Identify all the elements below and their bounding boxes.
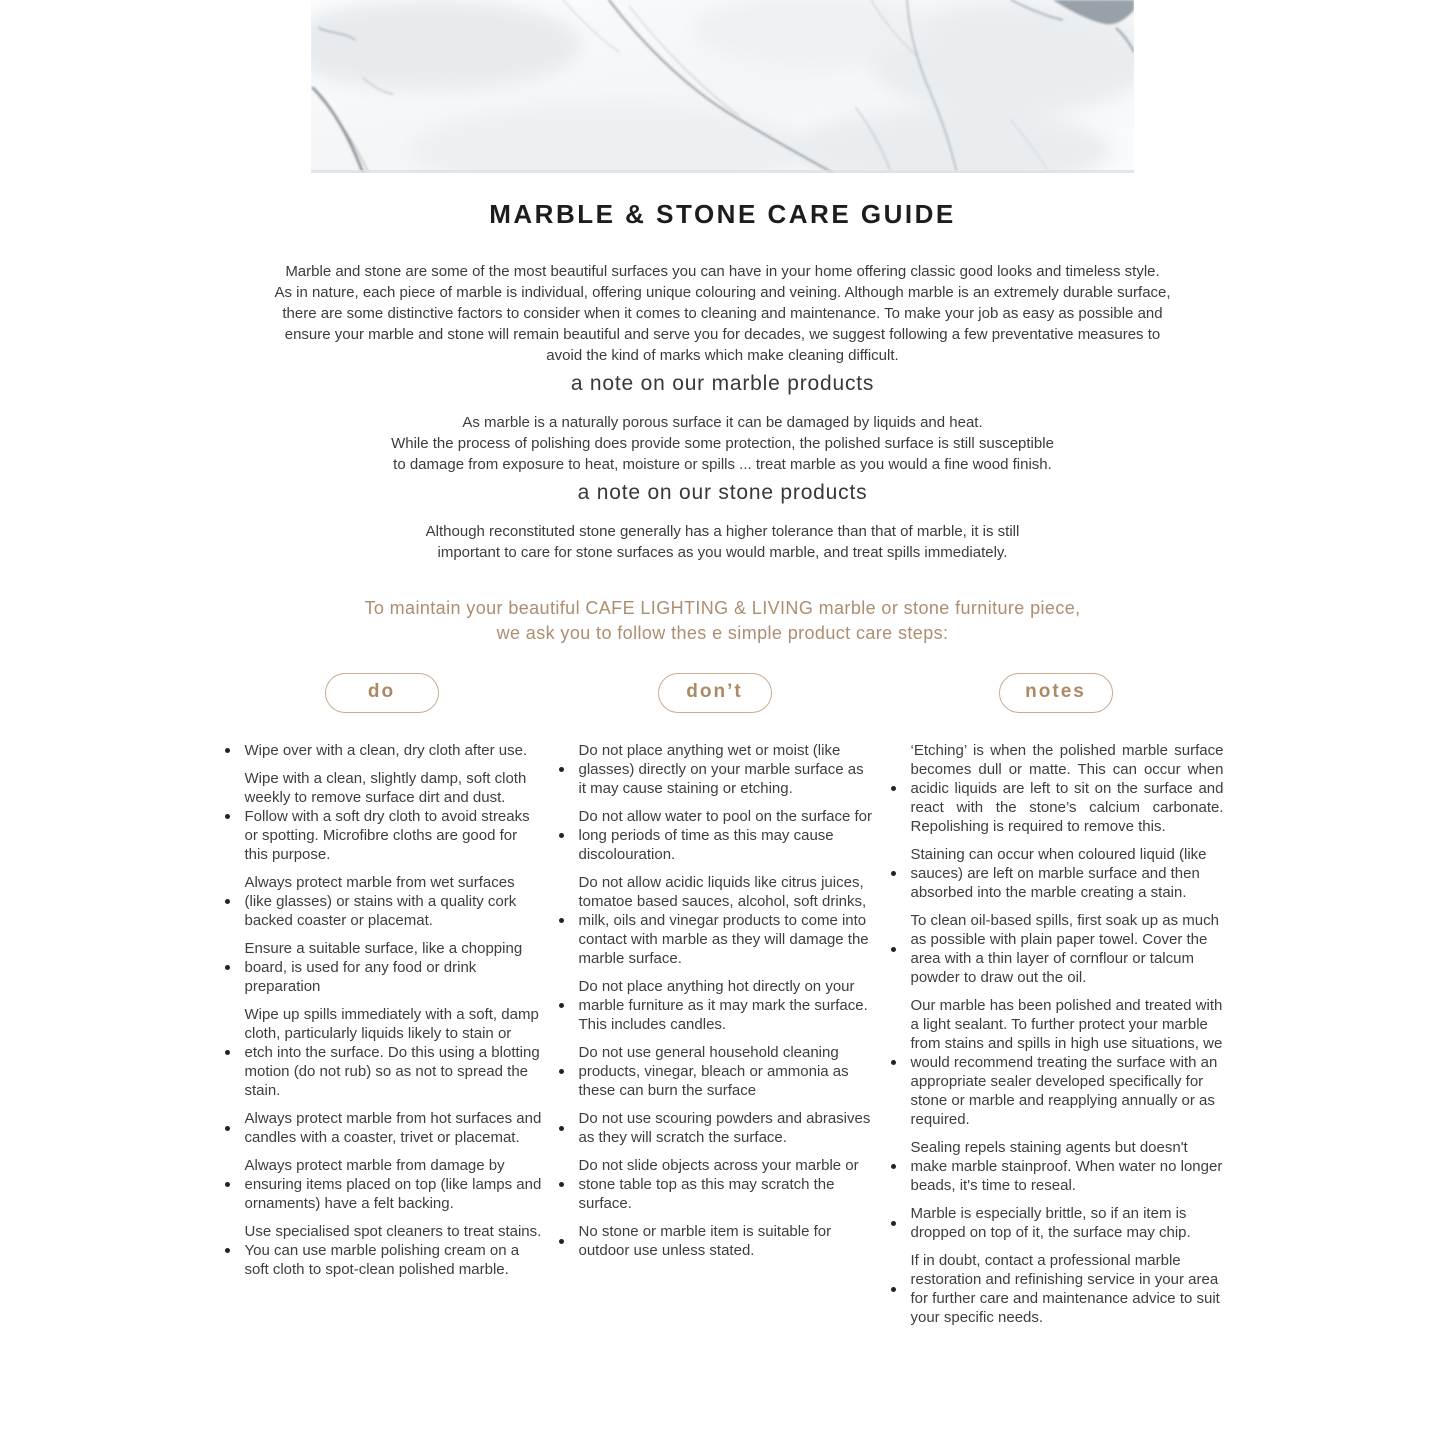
notes-pill: notes [999, 673, 1113, 713]
care-list-item [556, 1156, 874, 1213]
care-item-text: Always protect marble from hot surfaces and candles with a coaster, trivet or placemat. [244, 1110, 542, 1146]
care-item-text: To clean oil-based spills, first soak up as much as possible with plain paper towel. Cover the area with a thin layer of cornflour or talcum powder to draw out the oil. [910, 912, 1219, 986]
care-list-item [888, 741, 1224, 836]
bullet-icon [559, 1182, 564, 1187]
care-item-text: Always protect marble from wet surfaces (like glasses) or stains with a quality cork backed coaster or placemat. [244, 874, 517, 929]
care-list-item [222, 741, 542, 760]
care-item-text: Our marble has been polished and treated with a light sealant. To further protect your marble from stains and spills in high use situations, we would recommend treating the surface with an appropriate sealer developed specifically for stone or marble and reapplying annually or as required. [910, 997, 1223, 1128]
bullet-icon [891, 1164, 896, 1169]
bullet-icon [225, 814, 230, 819]
care-list-item [222, 1109, 542, 1147]
care-item-text: Do not allow acidic liquids like citrus juices, tomatoe based sauces, alcohol, soft drinks, milk, oils and vinegar products to come into contact with marble as they will damage the marble surface. [578, 874, 869, 967]
care-item-text: Do not place anything wet or moist (like glasses) directly on your marble surface as it may cause staining or etching. [578, 742, 864, 797]
notes-column [888, 673, 1224, 1336]
bullet-icon [559, 1069, 564, 1074]
marble-note-paragraph: As marble is a naturally porous surface it can be damaged by liquids and heat. While the process of polishing does provide some protection, the polished surface is still susceptible to damage from exposure to heat, moisture or spills ... treat marble as you would a fine wood finish. [391, 414, 1054, 473]
care-list-item [556, 1043, 874, 1100]
intro-paragraph: Marble and stone are some of the most beautiful surfaces you can have in your home offering classic good looks and timeless style. As in nature, each piece of marble is individual, offering unique colouring and veining. Although marble is an extremely durable surface, there are some distinctive factors to consider when it comes to cleaning and maintenance. To make your job as easy as possible and ensure your marble and stone will remain beautiful and serve you for decades, we suggest following a few preventative measures to avoid the kind of marks which make cleaning difficult. [274, 263, 1171, 364]
care-item-text: Use specialised spot cleaners to treat stains. You can use marble polishing cream on a soft cloth to spot-clean polished marble. [244, 1223, 542, 1278]
care-list-item [556, 1222, 874, 1260]
care-list-item [888, 1204, 1224, 1242]
bullet-icon [559, 1126, 564, 1131]
dont-column [556, 673, 874, 1336]
care-steps-callout: To maintain your beautiful CAFE LIGHTING & LIVING marble or stone furniture piece, we ask you to follow thes e simple product care steps: [364, 598, 1081, 643]
care-item-text: Wipe up spills immediately with a soft, damp cloth, particularly liquids likely to stain or etch into the surface. Do this using a blotting motion (do not rub) so as not to spread the stain. [244, 1006, 540, 1099]
bullet-icon [225, 1248, 230, 1253]
bullet-icon [891, 1221, 896, 1226]
care-item-text: Staining can occur when coloured liquid (like sauces) are left on marble surface and then absorbed into the marble creating a stain. [910, 846, 1207, 901]
care-list-item [888, 996, 1224, 1129]
bullet-icon [225, 965, 230, 970]
care-item-text: Do not use scouring powders and abrasives as they will scratch the surface. [578, 1110, 871, 1146]
stone-note-paragraph: Although reconstituted stone generally has a higher tolerance than that of marble, it is still important to care for stone surfaces as you would marble, and treat spills immediately. [425, 523, 1020, 561]
care-list-item [222, 939, 542, 996]
bullet-icon [559, 767, 564, 772]
care-item-text: Do not slide objects across your marble or stone table top as this may scratch the surface. [578, 1157, 859, 1212]
care-list-item [556, 873, 874, 968]
care-list-item [556, 977, 874, 1034]
notes-list [888, 741, 1224, 1327]
care-item-text: Sealing repels staining agents but doesn't make marble stainproof. When water no longer beads, it's time to reseal. [910, 1139, 1223, 1194]
care-list-item [888, 1138, 1224, 1195]
bullet-icon [559, 918, 564, 923]
care-item-text: Marble is especially brittle, so if an item is dropped on top of it, the surface may chip. [910, 1205, 1191, 1241]
bullet-icon [891, 786, 896, 791]
do-pill: do [325, 673, 439, 713]
do-column [222, 673, 542, 1336]
marble-texture-image [311, 0, 1134, 173]
bullet-icon [225, 899, 230, 904]
care-item-text: If in doubt, contact a professional marble restoration and refinishing service in your area for further care and maintenance advice to suit your specific needs. [910, 1252, 1220, 1326]
bullet-icon [891, 947, 896, 952]
care-item-text: Wipe over with a clean, dry cloth after use. [244, 742, 528, 759]
care-list-item [888, 911, 1224, 987]
care-list-item [888, 1251, 1224, 1327]
care-list-item [556, 1109, 874, 1147]
bullet-icon [225, 1050, 230, 1055]
care-item-text: Do not use general household cleaning products, vinegar, bleach or ammonia as these can burn the surface [578, 1044, 849, 1099]
care-list-item [222, 1222, 542, 1279]
care-list-item [556, 741, 874, 798]
care-item-text: Do not allow water to pool on the surface for long periods of time as this may cause discolouration. [578, 808, 872, 863]
care-list-item [222, 769, 542, 864]
bullet-icon [225, 1126, 230, 1131]
care-columns [222, 673, 1224, 1336]
bullet-icon [225, 1182, 230, 1187]
dont-pill: don’t [658, 673, 772, 713]
bullet-icon [559, 1003, 564, 1008]
bullet-icon [891, 1287, 896, 1292]
bullet-icon [891, 871, 896, 876]
care-item-text: No stone or marble item is suitable for outdoor use unless stated. [578, 1223, 832, 1259]
care-item-text: Always protect marble from damage by ensuring items placed on top (like lamps and ornaments) have a felt backing. [244, 1157, 542, 1212]
do-list [222, 741, 542, 1279]
marble-note-heading: a note on our marble products [570, 372, 875, 395]
care-item-text: Ensure a suitable surface, like a chopping board, is used for any food or drink preparation [244, 940, 523, 995]
dont-list [556, 741, 874, 1260]
care-list-item [222, 1156, 542, 1213]
care-list-item [222, 1005, 542, 1100]
care-list-item [888, 845, 1224, 902]
care-item-text: Wipe with a clean, slightly damp, soft cloth weekly to remove surface dirt and dust. Follow with a soft dry cloth to avoid streaks or spotting. Microfibre cloths are good for this purpose. [244, 770, 530, 863]
bullet-icon [891, 1060, 896, 1065]
care-item-text: Do not place anything hot directly on your marble furniture as it may mark the surface. This includes candles. [578, 978, 868, 1033]
care-item-text: ‘Etching’ is when the polished marble surface becomes dull or matte. This can occur when acidic liquids are left to sit on the surface and react with the stone’s calcium carbonate. Repolishing is required to remove this. [910, 742, 1224, 835]
care-list-item [222, 873, 542, 930]
page-title: MARBLE & STONE CARE GUIDE [489, 199, 956, 229]
bullet-icon [559, 833, 564, 838]
bullet-icon [559, 1239, 564, 1244]
bullet-icon [225, 748, 230, 753]
stone-note-heading: a note on our stone products [577, 481, 868, 504]
care-list-item [556, 807, 874, 864]
